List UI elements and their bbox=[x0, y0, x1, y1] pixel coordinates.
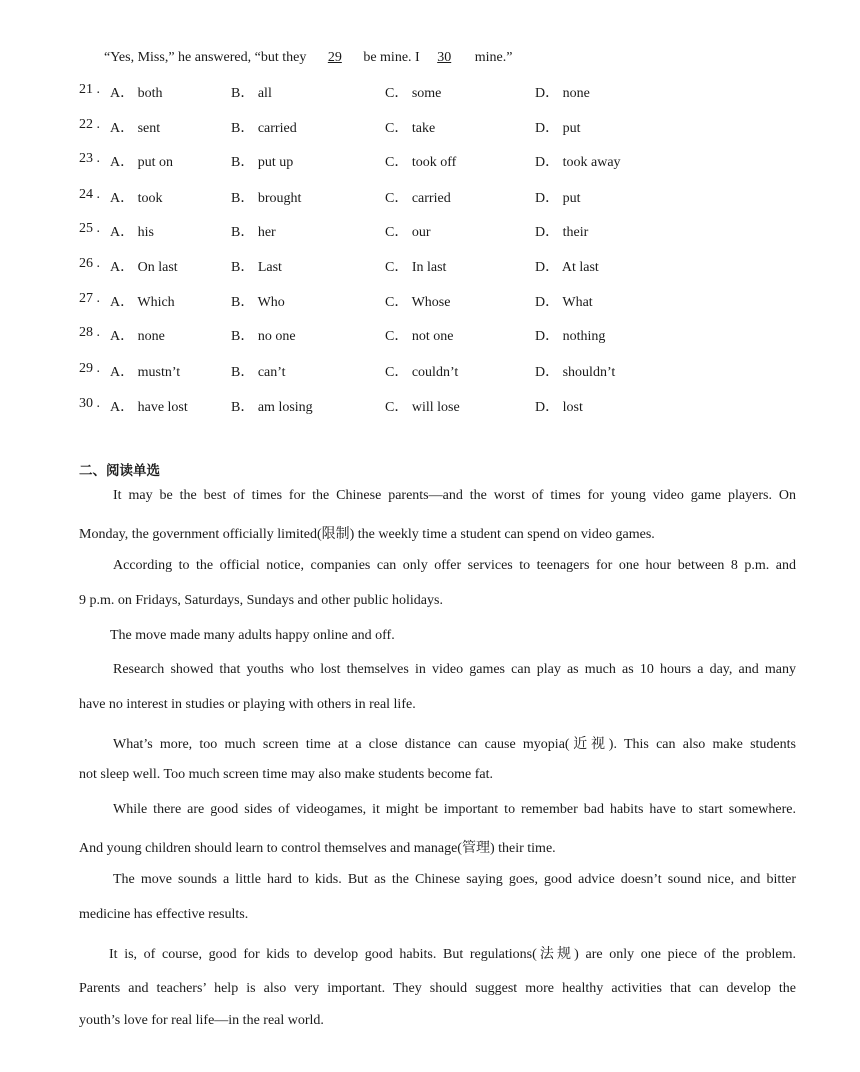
section-heading: 二、阅读单选 bbox=[79, 463, 160, 479]
passage-line: Research showed that youths who lost themselves in video games can play as much as 10 hours a day, and many bbox=[113, 662, 796, 677]
option-d[interactable]: D． At last bbox=[535, 260, 599, 275]
passage-line: It is, of course, good for kids to develop good habits. But regulations(法规) are only one piece of the problem. bbox=[109, 947, 796, 962]
option-a[interactable]: A． sent bbox=[110, 121, 161, 136]
option-a[interactable]: A． his bbox=[110, 225, 154, 240]
question-row bbox=[79, 256, 799, 276]
option-a[interactable]: A． none bbox=[110, 329, 165, 344]
passage-line: medicine has effective results. bbox=[79, 907, 249, 922]
option-c[interactable]: C． not one bbox=[385, 329, 454, 344]
quote-line bbox=[104, 50, 512, 66]
option-b[interactable]: B． her bbox=[231, 225, 276, 240]
question-number: 29 . bbox=[79, 361, 100, 376]
option-c[interactable]: C． carried bbox=[385, 191, 451, 206]
question-row bbox=[79, 221, 799, 241]
option-a[interactable]: A． both bbox=[110, 86, 163, 101]
option-b[interactable]: B． carried bbox=[231, 121, 297, 136]
question-number: 23 . bbox=[79, 151, 100, 166]
option-b[interactable]: B． Last bbox=[231, 260, 282, 275]
option-b[interactable]: B． can’t bbox=[231, 365, 286, 380]
passage-line: youth’s love for real life—in the real world. bbox=[79, 1013, 324, 1028]
option-d[interactable]: D． shouldn’t bbox=[535, 365, 616, 380]
quote-text-3: mine.” bbox=[474, 50, 513, 65]
option-d[interactable]: D． took away bbox=[535, 155, 621, 170]
passage-line: What’s more, too much screen time at a close distance can cause myopia(近视). This can also make students bbox=[113, 737, 796, 752]
question-row bbox=[79, 361, 799, 381]
option-a[interactable]: A． took bbox=[110, 191, 163, 206]
option-d[interactable]: D． What bbox=[535, 295, 593, 310]
passage-line: The move sounds a little hard to kids. But as the Chinese saying goes, good advice doesn’t sound nice, and bitter bbox=[113, 872, 796, 887]
question-row bbox=[79, 325, 799, 345]
option-a[interactable]: A． On last bbox=[110, 260, 178, 275]
option-c[interactable]: C． our bbox=[385, 225, 431, 240]
option-a[interactable]: A． Which bbox=[110, 295, 175, 310]
question-number: 24 . bbox=[79, 187, 100, 202]
passage-line: According to the official notice, companies can only offer services to teenagers for one hour between 8 p.m. and bbox=[113, 558, 796, 573]
question-number: 22 . bbox=[79, 117, 100, 132]
passage-line: 9 p.m. on Fridays, Saturdays, Sundays and other public holidays. bbox=[79, 593, 443, 608]
question-number: 25 . bbox=[79, 221, 100, 236]
option-c[interactable]: C． took off bbox=[385, 155, 457, 170]
blank-30: 30 bbox=[437, 50, 452, 65]
option-b[interactable]: B． no one bbox=[231, 329, 296, 344]
passage-line: Monday, the government officially limited(限制) the weekly time a student can spend on video games. bbox=[79, 527, 655, 542]
option-c[interactable]: C． couldn’t bbox=[385, 365, 459, 380]
option-c[interactable]: C． will lose bbox=[385, 400, 460, 415]
question-row bbox=[79, 291, 799, 311]
passage-line: While there are good sides of videogames, it might be important to remember bad habits have to start somewhere. bbox=[113, 802, 796, 817]
passage-line: not sleep well. Too much screen time may also make students become fat. bbox=[79, 767, 493, 782]
question-row bbox=[79, 82, 799, 102]
question-number: 28 . bbox=[79, 325, 100, 340]
question-row bbox=[79, 117, 799, 137]
question-number: 30 . bbox=[79, 396, 100, 411]
option-c[interactable]: C． some bbox=[385, 86, 442, 101]
option-b[interactable]: B． all bbox=[231, 86, 272, 101]
quote-text-1: “Yes, Miss,” he answered, “but they bbox=[104, 50, 307, 65]
option-a[interactable]: A． put on bbox=[110, 155, 173, 170]
passage-line: And young children should learn to control themselves and manage(管理) their time. bbox=[79, 841, 556, 856]
question-number: 27 . bbox=[79, 291, 100, 306]
option-c[interactable]: C． take bbox=[385, 121, 436, 136]
quote-text-2: be mine. I bbox=[363, 50, 420, 65]
option-d[interactable]: D． nothing bbox=[535, 329, 606, 344]
passage-line: It may be the best of times for the Chinese parents—and the worst of times for young video game players. On bbox=[113, 488, 796, 503]
passage-line: Parents and teachers’ help is also very important. They should suggest more healthy activities that can develop the bbox=[79, 981, 796, 996]
option-d[interactable]: D． put bbox=[535, 121, 581, 136]
option-b[interactable]: B． put up bbox=[231, 155, 294, 170]
passage-line: The move made many adults happy online and off. bbox=[110, 628, 395, 643]
passage-line: have no interest in studies or playing with others in real life. bbox=[79, 697, 416, 712]
question-number: 21 . bbox=[79, 82, 100, 97]
option-b[interactable]: B． brought bbox=[231, 191, 302, 206]
question-row bbox=[79, 396, 799, 416]
option-a[interactable]: A． mustn’t bbox=[110, 365, 181, 380]
option-d[interactable]: D． none bbox=[535, 86, 590, 101]
option-d[interactable]: D． put bbox=[535, 191, 581, 206]
option-b[interactable]: B． Who bbox=[231, 295, 285, 310]
question-number: 26 . bbox=[79, 256, 100, 271]
question-row bbox=[79, 151, 799, 171]
option-d[interactable]: D． lost bbox=[535, 400, 583, 415]
option-c[interactable]: C． In last bbox=[385, 260, 447, 275]
option-a[interactable]: A． have lost bbox=[110, 400, 188, 415]
question-row bbox=[79, 187, 799, 207]
option-d[interactable]: D． their bbox=[535, 225, 589, 240]
option-b[interactable]: B． am losing bbox=[231, 400, 313, 415]
option-c[interactable]: C． Whose bbox=[385, 295, 451, 310]
blank-29: 29 bbox=[327, 50, 342, 65]
